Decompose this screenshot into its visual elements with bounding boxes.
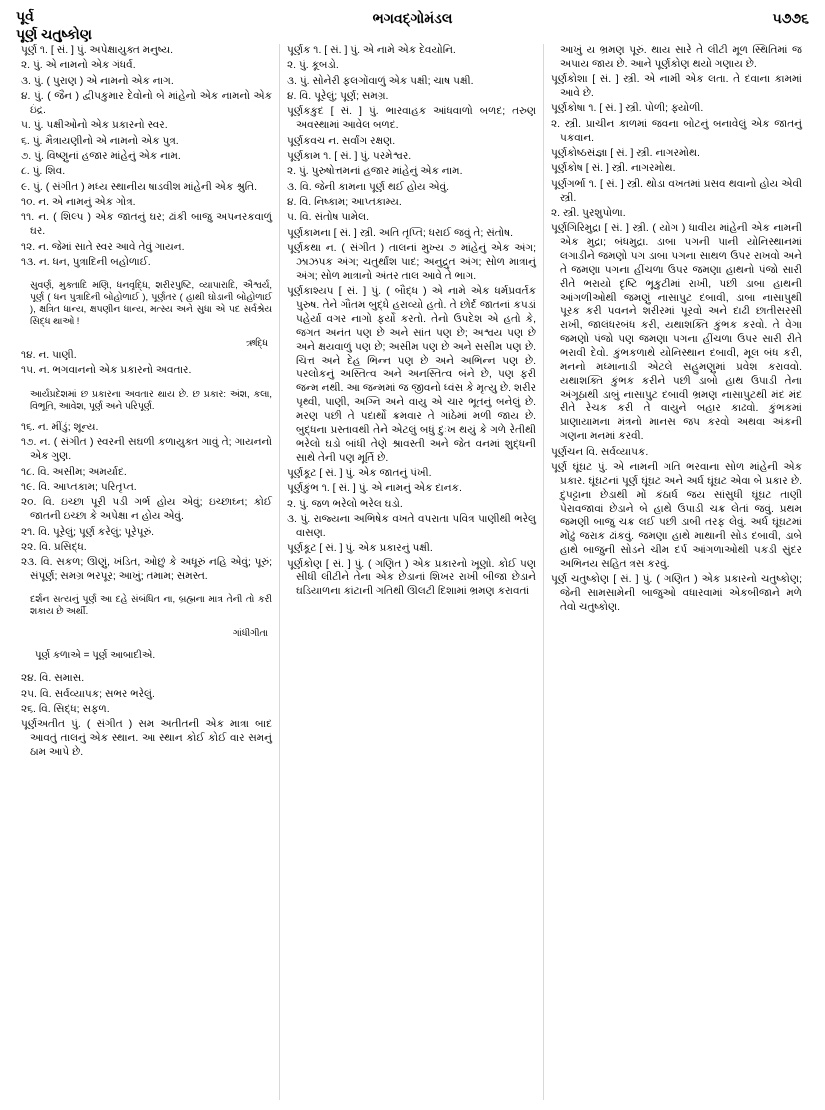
dictionary-entry: ૨૦. વિ. ઇચ્છા પૂરી પડી ગર્ભ હોય એવું; ઇચ્છાઘ્ન; કોઈ જાતની ઇચ્છા કે અપેક્ષા ન હોય એવું. — [21, 496, 272, 523]
dictionary-entry: પૂર્ણકોષા ૧. [ સં. ] સ્ત્રી. પોળી; ફ્યોળી. — [551, 102, 704, 115]
dictionary-entry: ૨. સ્ત્રી. પુરશુપોળા. — [551, 206, 626, 219]
dictionary-entry: ૨. સ્ત્રી. પ્રાચીન કાળમાં જવના બોટનું બનાવેલું એક જાતનું પકવાન. — [551, 117, 802, 144]
dictionary-entry: પૂર્ણ ઘૂંઘટ પું. એ નામની ગતિ ભરવાના સોળ માંહેની એક પ્રકાર. ઘૂંઘટનાં પૂર્ણ ઘૂંઘટ અને અર્ધ ઘૂંઘટ એવા બે પ્રકાર છે. દુપટ્ટાના છેડાથી મોં કંઠાર્ધ જય સાંસુધી ઘૂંઘટ તાણી પેરાવજાવાં છેડાને બે હાથે ઉપાડી ચક્ર લેતાં જવું. પ્રથમ જમણી બાજુ ચક્ર લઈ પછી ડાબી તરફ લેવું. અર્ધ ઘૂંઘટમાં મોંઢું જરાક ઢાંકવું. જમણા હાથે માથાની સોડ દબાવી, ડાબે હાથે બાજુની સોડને ચીમ દર્પ આંગળાઓથી પકડી સુંદર અભિનય સહિત ત્રસ કરવું. — [551, 460, 802, 570]
dictionary-entry: પૂર્ણ ચતુષ્કોણ [ સં. ] પું. ( ગણિત ) એક પ્રકારનો ચતુષ્કોણ; જેની સામસામેની બાજુઓ વધારવામાં એકબીજાને મળે તેવો ચતુષ્કોણ. — [551, 573, 802, 614]
quotation-attribution: ગાંધીગીતા — [232, 627, 268, 638]
dictionary-entry: ૧૭. ન. ( સંગીત ) સ્વરની સઘળી કળાયુક્ત ગાવું તે; ગાયનનો એક ગુણ. — [21, 436, 272, 463]
book-title: ભગવદ્ગોમંડલ — [372, 10, 453, 26]
dictionary-entry: પૂર્ણકુંભ ૧. [ સં. ] પું. એ નામનું એક દાનક. — [287, 482, 462, 495]
dictionary-entry: પૂર્ણચન ​વિ. સર્વવ્યાપક. — [551, 445, 649, 458]
dictionary-entry: ૭. પું. વિષ્ણુનાં હજાર માંહેનું એક નામ. — [21, 150, 181, 163]
dictionary-entry: ૧૯. વિ. આપ્તકામ; પરિતૃપ્ત. — [21, 480, 137, 493]
dictionary-entry: ૧૫. ન. ભગવાનનો એક પ્રકારનો અવતાર. — [21, 364, 192, 377]
dictionary-entry: ૨. પું. જળ ભરેલો ભરેલ ઘડો. — [287, 497, 403, 510]
dictionary-entry: ૪. પું. ( જૈન ) દ્વીપકુમાર દેવોનો બે માંહેનો એક નામનો એક ઇંદ્ર. — [21, 90, 272, 116]
dictionary-entry: પૂર્ણકૂટ [ સં. ] પું. એક જાતનું પંખી. — [287, 466, 432, 479]
dictionary-entry: પૂર્ણગિરિમુદ્રા [ સં. ] સ્ત્રી. ( યોગ ) ધાવીય માંહેની એક નામની એક મુદ્રા; બંધમુદ્રા. ડાબા પગની પાની યોનિસ્થાનમાં લગાડીને જમણો પગ ડાબા પગના સાથળ ઉપર રાખવો અને તે જમણા પગના હીંચળા ઉપર જમણા હાથનો પંજો સારી રીતે ભરાયો દૃષ્ટિ ભૂકુટીમાં રાખી, પછી ડાબા હાથની આંગળીઓથી જમણું નાસાપુટ દબાવી, ડાબા નાસાપુથી પૂરક કરી પવનને શરીરમાં પૂરવો અને દાઢી છાતીસરસી રાખી, જાલંધરબંધ કરી, યથાશક્તિ કુંભક કરવો. તે વેગા જમણો પંજો પણ જમણા પગના હીંચળા ઉપર સારી રીતે ભરાવી દેવો. કુંભકળાથે યોનિસ્થાન દબાવી, મૂલ બંધ કરી, મનનો મધ્માનાડી એટલે સહુમણુમાં પ્રવેશ કરાવવો. યથાશક્તિ કુંભક કરીને પછી ડાબો હાથ ઉપાડી તેના અંગૂઠાથી ડાબું નાસાપુટ દબાવી ભ્રમણ નાસાપુટથી મંદ મંદ રીતે રેચક કરી તે વાયુને બહાર કાઢવો. કુંભકમાં પ્રાણાયામના મંત્રનો માનસ જપ કરવો અથવા અંકની ગણના મનમાં કરવી. — [551, 222, 802, 443]
dictionary-entry: પૂર્ણકથા ન. ( સંગીત ) તાલનાં મુખ્ય ૭ માંહેનું એક અંગ; ઝાઝપક અંગ; ચતુર્થાંશ પાદ; અનુદ્રુત અંગ; સોળ માત્રાનું અંગ; સોળ માત્રાનો અંતર તાલ આવે તે ભાગ. — [287, 242, 536, 282]
column-middle — [279, 44, 544, 1100]
dictionary-entry: પૂર્ણગર્ભા ૧. [ સં. ] સ્ત્રી. થોડા વખતમાં પ્રસવ થવાનો હોય એવી સ્ત્રી. — [551, 177, 802, 204]
column-left — [14, 44, 279, 1100]
dictionary-entry: ૯. પું. ( સંગીત ) મધ્ય સ્થાનીય ષાડવીશ માંહેની એક શ્રુતિ. — [21, 180, 258, 193]
dictionary-entry: ૨૧. વિ. પૂરેલું; પૂર્ણ કરેલું; પૂરેપૂરું. — [21, 525, 155, 538]
dictionary-entry: પૂર્ણકાશ્યપ [ સં. ] પું. ( બૌદ્ધ ) એ નામે એક ધર્મપ્રવર્તક પુરુષ. તેને ગૌતમ બુદ્ધે હરાવ્યો હતો. તે છોર્દ જાતનાં કપડાં પહેર્યા વગર નાગો ફર્યો કરતો. તેનો ઉપદેશ એ હતો કે, જગત અનંત પણ છે અને સાંત પણ છે; અશ્વય પણ છે અને ક્ષયવાળું પણ છે; અસીમ પણ છે અને સસીમ પણ છે. ચિત્ત અને દેહ ભિન્ન પણ છે અને અભિન્ન પણ છે. પરલોકનું અસ્તિત્વ અને અનસ્તિત્વ બંને છે, પણ ફરી જન્મ નથી. આ જન્મમાં જ જીવનો ધ્વંસ કે મૃત્યુ છે. શરીર પૃથ્વી, પાણી, અગ્નિ અને વાયુ એ ચાર ભૂતનું બનેલું છે. મરણ પછી તે પદાર્થો ક્રમવાર તે ગાંઠેમાં મળી જાય છે. બુદ્ધના પ્રસ્તાવથી તેને એટલું બધું દુઃખ થયું કે ગળે રેતીથી ભરેલો ઘડો બાંધી તેણે શ્રાવસ્તી અને જેત વનમાં શુદ્ધની સાથે તેની પણ મૂર્તિ છે. — [287, 285, 536, 464]
dictionary-entry: પૂર્ણકામના [ સં. ] સ્ત્રી. અતિ તૃપ્તિ; ધરાઈ જવું તે; સંતોષ. — [287, 226, 514, 239]
quotation-attribution: ઋદ્ધિ — [246, 337, 268, 348]
guideword-first: પૂર્વ — [16, 8, 34, 24]
dictionary-entry: ૧૩. ન. ધન, પુત્રાદિની બહોળાઈ. — [21, 256, 151, 269]
dictionary-entry: પૂર્ણકોષ્ઠસંજ્ઞા [ સં. ] સ્ત્રી. નાગરમોથ. — [551, 147, 700, 160]
dictionary-entry: ૨૩. વિ. સકળ; ઊણું, ખંડિત, ઓછું કે અધૂરું નહિ એવું; પૂરું; સંપૂર્ણ; સમગ્ર ભરપૂર; આખું; તમામ; સમસ્ત. — [21, 556, 272, 583]
dictionary-entry: ૩. વિ. જેની કામના પૂર્ણ થઈ હોય એવું. — [287, 180, 450, 193]
dictionary-entry: ૪. વિ. નિષ્કામ; આપ્તકામ્ય. — [287, 196, 402, 209]
dictionary-entry: ૪. વિ. પૂરેલું; પૂર્ણ; સમગ્ર. — [287, 90, 389, 103]
page-header — [14, 8, 811, 42]
entry-equation: પૂર્ણ કળાએ = પૂર્ણ આબાદીએ. — [35, 650, 156, 661]
dictionary-entry: પૂર્ણક ૧. [ સં. ] પું. એ નામે એક દેવયોનિ. — [287, 44, 456, 56]
dictionary-entry: ૨૫. વિ. સર્વવ્યાપક; સભર ભરેલું. — [21, 687, 155, 700]
dictionary-entry: ૩. પું. રાજ્યના અભિષેક વખતે વપરાતા પવિત્ર પાણીથી ભરેલુ વાસણ. — [287, 513, 536, 539]
dictionary-entry: ૧૨. ન. જેમાં સાતે સ્વર આવે તેવું ગાયન. — [21, 240, 185, 253]
dictionary-entry: પૂર્ણકોશા [ સં. ] સ્ત્રી. એ નામી એક લતા. તે દવાના કામમાં આવે છે. — [551, 73, 802, 100]
dictionary-entry: પૂર્ણકામ ૧. [ સં. ] પું. પરમેશ્વર. — [287, 150, 412, 163]
dictionary-entry: ૮. પું. શિવ. — [21, 165, 66, 178]
dictionary-entry: પૂર્ણકોષ [ સં. ] સ્ત્રી. નાગરમોથ. — [551, 162, 676, 175]
dictionary-entry: પૂર્ણકોણ [ સં. ] પું. ( ગણિત ) એક પ્રકારનો ખૂણો. કોઈ પણ સીધી લીટીને તેના એક છેડાનાં શિખર રાખી બીજા છેડાને ઘડિયાળના કાંટાની ગતિથી ઊલટી દિશામાં ભ્રમણ કરાવતાં — [287, 557, 536, 598]
dictionary-entry: પૂર્ણકૂટ [ સં. ] પું. એક પ્રકારનું પક્ષી. — [287, 542, 433, 555]
dictionary-entry: ૧૧. ન. ( શિલ્પ ) એક જાતનું ઘર; ઢાંકી બાજુ અપનરકવાળું ઘર. — [21, 211, 272, 238]
dictionary-entry: ૨૪. વિ. સમાસ. — [21, 672, 85, 685]
dictionary-entry: ૨. પું. કૂબડો. — [287, 59, 339, 72]
dictionary-entry: પૂર્ણકકુદ [ સં. ] પું. ભારવાહક આંધવાળો બળદ; તરુણ અવસ્થામાં આવેલ બળદ. — [287, 105, 536, 132]
entry-quotation: દર્શન સત્યનું પૂર્ણ આ દહે સંબંધિત ના, બ્રહ્મના માત્ર તેની તો કરી શકાય છે અર્થી. — [30, 594, 272, 617]
entry-note: આર્યપ્રદેશમાં છ પ્રકારના અવતાર થાય છે. છ પ્રકાર: અંશ, કલા, વિભૂતિ, આવેશ, પૂર્ણ અને પરિપૂર્ણ. — [30, 388, 272, 411]
dictionary-entry: પૂર્ણ ૧. [ સં. ] પું. અપેક્ષાયુક્ત મનુષ્ય. — [21, 44, 174, 56]
dictionary-entry: ૨. પું. પુરુષોત્તમનાં હજાર માંહેનું એક નામ. — [287, 165, 463, 178]
dictionary-entry: ૨૬. વિ. સિદ્ધ; સફળ. — [21, 702, 110, 715]
dictionary-entry: ૧૦. ન. એ નામનું એક ગોત્ર. — [21, 196, 136, 209]
dictionary-entry: ૧૬. ન. મીંડું; શૂન્ય. — [21, 421, 99, 434]
page-number: ૫૭૭૬ — [772, 10, 809, 26]
column-container — [14, 44, 811, 1100]
guideword-second: પૂર્ણ ચતુષ્કોણ — [16, 25, 93, 42]
column-right — [544, 44, 809, 1100]
dictionary-entry: ૩. પું. સોનેરી ફલગોંવાળું એક પક્ષી; ચાષ પક્ષી. — [287, 74, 474, 87]
dictionary-entry: ૨૨. વિ. પ્રસિદ્ધ. — [21, 540, 87, 553]
dictionary-entry: ૨. પું. એ નામનો એક ગંધર્વ. — [21, 59, 136, 72]
entry-quotation: સુવર્ણ, મુક્તાદિ મણિ, ધનવૃદ્ધિ, શરીરપુષ્ટિ, વ્યાપારાદિ, ઐશ્વર્ય, પૂર્ણ ( ધન પુત્રાદિની બોહોળાઈ ), પૂર્ણતર ( હાથી ઘોડાની બોહોળાઈ ), ક્ષત્રિત ધાન્ય, ક્ષપણીન ધાન્ય, મત્સ્ય અને સુધા એ પદ સર્વશ્રેય સિદ્ધ થાઓ ! — [30, 280, 272, 327]
dictionary-entry: ૧૮. વિ. અસીમ; અમર્યાદ. — [21, 465, 127, 478]
dictionary-entry: ૫. પું. પક્ષીઓનો એક પ્રકારનો સ્વર. — [21, 119, 168, 132]
dictionary-entry: આખું ય ભ્રમણ પૂરું. થાય સારે તે લીટી મૂળ સ્થિતિમાં જ અપાય જાય છે. આને પૂર્ણકોણ થયો ગણાય છે. — [560, 44, 802, 70]
dictionary-entry: ૩. પું. ( પુરાણ ) એ નામનો એક નાગ. — [21, 74, 174, 87]
dictionary-entry: ૧૪. ન. પાણી. — [21, 349, 77, 362]
dictionary-entry: પૂર્ણકવચ ન. સર્વાંગ રક્ષણ. — [287, 134, 396, 147]
dictionary-entry: ૬. પું. મૈત્રાયણીનો એ નામનો એક પુત્ર. — [21, 134, 179, 147]
dictionary-entry: ૫. વિ. સંતોષ પામેલ. — [287, 211, 370, 224]
dictionary-entry: પૂર્ણઅતીત પું. ( સંગીત ) સમ અતીતની એક માત્રા બાદ આવતું તાલનું એક સ્થાન. આ સ્થાન કોઈ કોઈ વાર સમનું ઠામ આપે છે. — [21, 718, 272, 758]
